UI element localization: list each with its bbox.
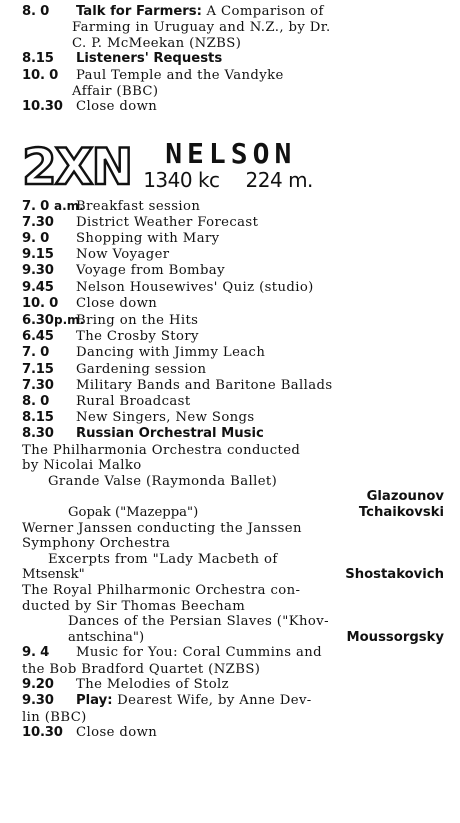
- listing-text: Dearest Wife, by Anne Dev-: [112, 693, 312, 709]
- station-city: NELSON: [165, 136, 297, 170]
- listing-text: A Comparison of: [201, 4, 324, 19]
- detail-line: by Nicolai Malko: [22, 458, 142, 474]
- listing-time: 9. 0: [22, 231, 50, 246]
- listing-row: [22, 645, 452, 661]
- listing-row: [22, 4, 452, 20]
- listing-continuation: the Bob Bradford Quartet (NZBS): [22, 661, 261, 677]
- station-schedule: [22, 198, 452, 443]
- listing-text: Shopping with Mary: [76, 231, 220, 246]
- listing-row: [22, 247, 452, 263]
- listing-text: Close down: [76, 99, 158, 115]
- listing-row: [22, 99, 452, 115]
- listing-row: [22, 426, 452, 442]
- listing-time: 9. 4: [22, 645, 50, 661]
- listing-text: Gardening session: [76, 361, 207, 377]
- listing-row: [22, 280, 452, 296]
- listing-text: Paul Temple and the Vandyke: [76, 67, 284, 83]
- listing-time: 7.15: [22, 361, 54, 377]
- detail-line: Excerpts from "Lady Macbeth of: [48, 551, 278, 567]
- listing-text: Music for You: Coral Cummins and: [76, 645, 322, 661]
- listing-time: 8.15: [22, 51, 54, 67]
- listing-text: Voyage from Bombay: [76, 263, 225, 279]
- listing-time: 7. 0: [22, 198, 50, 214]
- station-frequency: 1340 kc: [143, 167, 220, 192]
- listing-text: Close down: [76, 295, 158, 311]
- listing-row: 7. 0 a.m. Breakfast session: [22, 198, 452, 215]
- detail-line: Werner Janssen conducting the Janssen: [22, 520, 302, 536]
- composer-name: Tchaikovski: [358, 505, 444, 521]
- listing-time: 8.30: [22, 426, 54, 442]
- listing-row: [22, 345, 452, 361]
- listing-row: [22, 410, 452, 426]
- detail-line: The Philharmonia Orchestra conducted: [22, 442, 301, 458]
- russian-music-details: [22, 443, 452, 646]
- listing-text: District Weather Forecast: [76, 214, 259, 230]
- listing-continuation: Farming in Uruguay and N.Z., by Dr.: [72, 20, 331, 36]
- listing-text: Nelson Housewives' Quiz (studio): [76, 279, 314, 295]
- listing-text: Military Bands and Baritone Ballads: [76, 377, 333, 393]
- listing-row: 6.30 p.m. Bring on the Hits: [22, 312, 452, 329]
- listing-row: [22, 725, 452, 741]
- listing-title: Listeners' Requests: [76, 51, 223, 67]
- station-logo: 2XN: [22, 137, 132, 196]
- listing-time: 10.30: [22, 99, 63, 115]
- listing-continuation: lin (BBC): [22, 709, 87, 725]
- listing-row: [22, 677, 452, 693]
- listing-title: Play:: [76, 693, 113, 709]
- listing-time: 7. 0: [22, 345, 50, 361]
- listing-text: Bring on the Hits: [76, 313, 199, 329]
- listing-text: The Melodies of Stolz: [76, 677, 230, 693]
- listing-title: Talk for Farmers:: [76, 4, 202, 19]
- composer-name: Glazounov: [366, 489, 444, 505]
- listing-text: Close down: [76, 725, 158, 741]
- detail-line: [22, 505, 452, 521]
- listing-time: 10.30: [22, 725, 63, 741]
- listing-title: Russian Orchestral Music: [76, 426, 264, 442]
- listing-text: Rural Broadcast: [76, 394, 191, 410]
- listing-continuation: Affair (BBC): [72, 83, 159, 99]
- detail-line: Symphony Orchestra: [22, 536, 171, 552]
- listing-row: [22, 693, 452, 709]
- composer-name: Shostakovich: [345, 567, 444, 583]
- listing-time: 9.30: [22, 263, 54, 279]
- listing-row: [22, 378, 452, 394]
- listing-time: 10. 0: [22, 295, 59, 311]
- detail-line: [22, 630, 452, 646]
- detail-line: The Royal Philharmonic Orchestra con-: [22, 582, 301, 598]
- listing-row: [22, 68, 452, 84]
- listing-row: [22, 394, 452, 410]
- piece-title: antschina"): [68, 629, 145, 645]
- listing-row: [22, 329, 452, 345]
- listing-row: [22, 51, 452, 67]
- listing-text: The Crosby Story: [76, 329, 199, 345]
- listing-time: 7.30: [22, 214, 54, 230]
- listing-text: Dancing with Jimmy Leach: [76, 345, 266, 361]
- listing-time: 9.45: [22, 279, 54, 295]
- listing-time: 9.20: [22, 677, 54, 693]
- listing-text: Now Voyager: [76, 247, 170, 263]
- listing-time: 8. 0: [22, 4, 50, 19]
- detail-line: Dances of the Persian Slaves ("Khov-: [68, 614, 329, 630]
- detail-line: ducted by Sir Thomas Beecham: [22, 598, 246, 614]
- listing-row: [22, 215, 452, 231]
- listing-time: 6.30: [22, 313, 54, 329]
- listing-text: New Singers, New Songs: [76, 410, 255, 426]
- listing-time: 6.45: [22, 329, 54, 345]
- listing-row: [22, 296, 452, 312]
- listing-time: 8.15: [22, 410, 54, 426]
- station-header: [22, 126, 452, 196]
- listing-time: 7.30: [22, 377, 54, 393]
- previous-station-listings: [22, 4, 452, 116]
- listing-time: 9.15: [22, 247, 54, 263]
- listing-time: 8. 0: [22, 394, 50, 410]
- listing-time: 9.30: [22, 693, 54, 709]
- detail-line: Grande Valse (Raymonda Ballet): [48, 473, 278, 489]
- listing-row: [22, 263, 452, 279]
- listing-row: [22, 231, 452, 247]
- listing-time: 10. 0: [22, 67, 59, 83]
- composer-name: Moussorgsky: [346, 629, 444, 645]
- piece-title: Gopak ("Mazeppa"): [68, 505, 199, 521]
- piece-title: Mtsensk": [22, 567, 85, 583]
- listing-continuation: C. P. McMeekan (NZBS): [72, 35, 242, 51]
- detail-line: [22, 567, 452, 583]
- station-wavelength: 224 m.: [245, 167, 313, 192]
- listing-text: Breakfast session: [76, 198, 201, 214]
- late-listings: [22, 645, 452, 741]
- listing-row: [22, 362, 452, 378]
